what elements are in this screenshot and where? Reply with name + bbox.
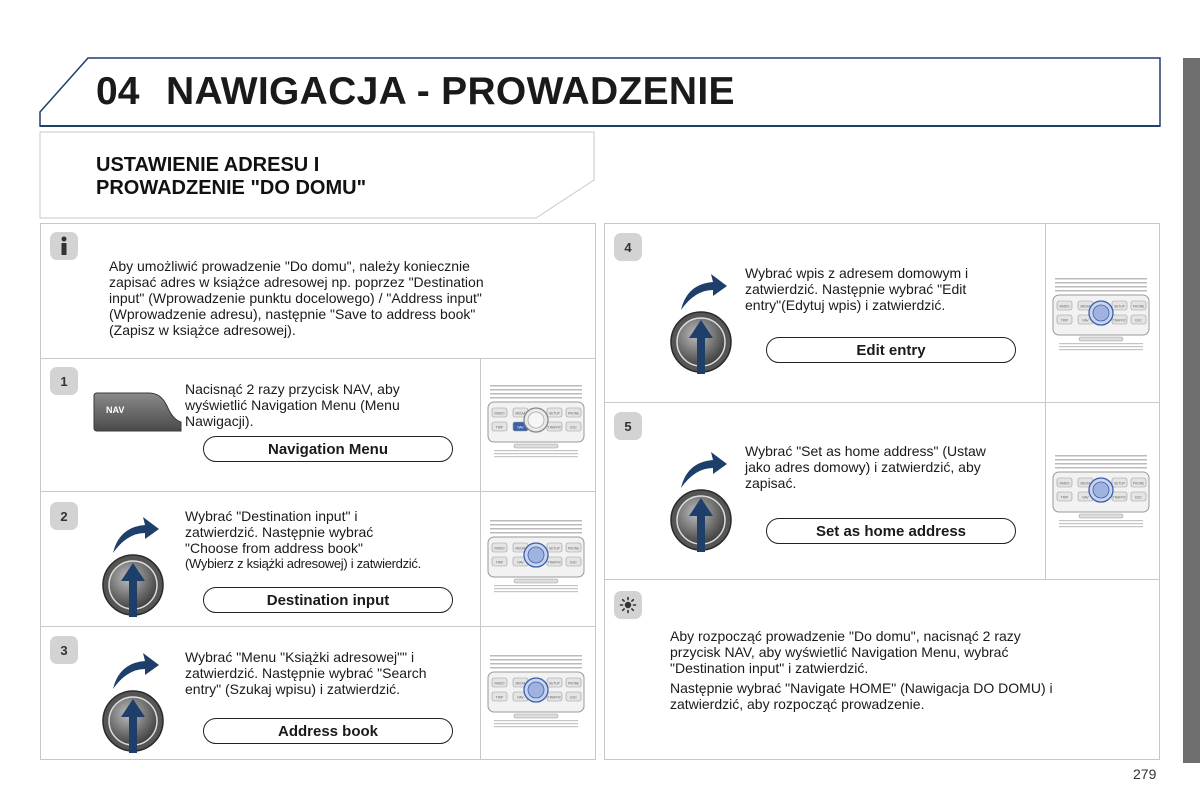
console-button-label: TRAFFIC bbox=[547, 560, 562, 565]
console-button-label: NAV bbox=[517, 560, 524, 565]
step-number-2: 2 bbox=[50, 502, 78, 530]
console-button-label: PHONE bbox=[1132, 304, 1145, 309]
lightbulb-icon bbox=[614, 591, 642, 619]
console-panel-icon bbox=[486, 652, 586, 730]
page-number: 279 bbox=[1133, 766, 1157, 782]
console-button-label: SETUP bbox=[1114, 481, 1125, 486]
rotary-knob-icon bbox=[101, 505, 171, 625]
step-number-5: 5 bbox=[614, 412, 642, 440]
rotary-knob-icon bbox=[669, 262, 739, 382]
console-button-label: TRIP bbox=[495, 425, 504, 430]
console-button-label: NAV bbox=[1082, 495, 1089, 500]
tip-text: Aby rozpocząć prowadzenie "Do domu", nacisnąć 2 razy przycisk NAV, aby wyświetlić Navigation Menu, wybrać "Destination input" i zatwierdzić. Następnie wybrać "Navigate HOME" (Nawigacja DO DOMU) i zatwierdzić, aby rozpocząć prowadzenie. bbox=[670, 628, 1053, 712]
console-panel-icon bbox=[486, 517, 586, 595]
console-button-label: ESC bbox=[570, 560, 577, 565]
step-text-4: Wybrać wpis z adresem domowym i zatwierdzić. Następnie wybrać "Edit entry"(Edytuj wpis) i zatwierdzić. bbox=[745, 265, 969, 313]
console-button-label: PHONE bbox=[567, 411, 580, 416]
console-button-label: MEDIA bbox=[1080, 304, 1091, 309]
side-strip bbox=[1183, 58, 1200, 763]
chapter-title: NAWIGACJA - PROWADZENIE bbox=[166, 70, 735, 113]
step-divider bbox=[480, 491, 481, 627]
step-text-5: Wybrać "Set as home address" (Ustaw jako adres domowy) i zatwierdzić, aby zapisać. bbox=[745, 443, 986, 491]
console-button-label: PHONE bbox=[1132, 481, 1145, 486]
console-button-label: SETUP bbox=[549, 411, 560, 416]
step-divider bbox=[1045, 223, 1046, 403]
console-button-label: TRAFFIC bbox=[547, 425, 562, 430]
info-text: Aby umożliwić prowadzenie "Do domu", należy koniecznie zapisać adres w książce adresowej np. poprzez "Destination input" (Wprowadzenie punktu docelowego) / "Address input" (Wprowadzenie adresu), następnie "Save to address book" (Zapisz w książce adresowej). bbox=[109, 258, 484, 338]
console-button-label: PHONE bbox=[567, 681, 580, 686]
console-button-label: SETUP bbox=[1114, 304, 1125, 309]
console-button-label: SETUP bbox=[549, 546, 560, 551]
console-button-label: ESC bbox=[1135, 495, 1142, 500]
console-button-label: TRAFFIC bbox=[1112, 495, 1127, 500]
rotate-arrow-icon bbox=[113, 653, 159, 689]
console-button-label: MEDIA bbox=[515, 546, 526, 551]
set-as-home-address-button[interactable]: Set as home address bbox=[766, 518, 1016, 544]
console-panel-icon bbox=[486, 382, 586, 460]
nav-key-icon bbox=[91, 392, 182, 432]
console-button-label: TRAFFIC bbox=[1112, 318, 1127, 323]
console-button-label: PHONE bbox=[567, 546, 580, 551]
navigation-menu-button[interactable]: Navigation Menu bbox=[203, 436, 453, 462]
section-title: USTAWIENIE ADRESU I PROWADZENIE "DO DOMU" bbox=[96, 154, 367, 199]
nav-key-label: NAV bbox=[106, 405, 125, 415]
console-button-label: MEDIA bbox=[1080, 481, 1091, 486]
step-text-3: Wybrać "Menu "Książki adresowej"" i zatwierdzić. Następnie wybrać "Search entry" (Szukaj wpisu) i zatwierdzić. bbox=[185, 649, 427, 697]
step-number-1: 1 bbox=[50, 367, 78, 395]
destination-input-button[interactable]: Destination input bbox=[203, 587, 453, 613]
console-button-label: ESC bbox=[570, 695, 577, 700]
rotary-knob-icon bbox=[669, 440, 739, 560]
console-panel-icon bbox=[1051, 275, 1151, 353]
console-button-label: RADIO bbox=[494, 546, 505, 551]
rotate-arrow-icon bbox=[681, 274, 727, 310]
console-button-label: SETUP bbox=[549, 681, 560, 686]
address-book-button[interactable]: Address book bbox=[203, 718, 453, 744]
console-button-label: TRIP bbox=[495, 560, 504, 565]
chapter-number: 04 bbox=[96, 70, 140, 113]
console-button-label: TRIP bbox=[495, 695, 504, 700]
console-button-label: NAV bbox=[517, 425, 524, 430]
console-button-label: NAV bbox=[517, 695, 524, 700]
console-button-label: RADIO bbox=[1059, 481, 1070, 486]
info-icon bbox=[50, 232, 78, 260]
console-button-label: RADIO bbox=[494, 411, 505, 416]
step-text-2: Wybrać "Destination input" i zatwierdzić. Następnie wybrać "Choose from address book" (Wybierz z książki adresowej) i zatwierdzić. bbox=[185, 508, 421, 571]
rotary-knob-icon bbox=[101, 641, 171, 761]
console-button-label: ESC bbox=[570, 425, 577, 430]
console-button-label: TRIP bbox=[1060, 495, 1069, 500]
console-button-label: MEDIA bbox=[515, 681, 526, 686]
console-button-label: ESC bbox=[1135, 318, 1142, 323]
rotate-arrow-icon bbox=[113, 517, 159, 553]
step-number-3: 3 bbox=[50, 636, 78, 664]
console-button-label: MEDIA bbox=[515, 411, 526, 416]
console-panel-icon bbox=[1051, 452, 1151, 530]
rotate-arrow-icon bbox=[681, 452, 727, 488]
console-button-label: TRAFFIC bbox=[547, 695, 562, 700]
step-text-1: Nacisnąć 2 razy przycisk NAV, aby wyświetlić Navigation Menu (Menu Nawigacji). bbox=[185, 381, 400, 429]
step-divider bbox=[480, 358, 481, 492]
edit-entry-button[interactable]: Edit entry bbox=[766, 337, 1016, 363]
step-number-4: 4 bbox=[614, 233, 642, 261]
console-button-label: NAV bbox=[1082, 318, 1089, 323]
console-button-label: RADIO bbox=[1059, 304, 1070, 309]
step-divider bbox=[480, 626, 481, 760]
console-button-label: TRIP bbox=[1060, 318, 1069, 323]
step-divider bbox=[1045, 402, 1046, 580]
console-button-label: RADIO bbox=[494, 681, 505, 686]
